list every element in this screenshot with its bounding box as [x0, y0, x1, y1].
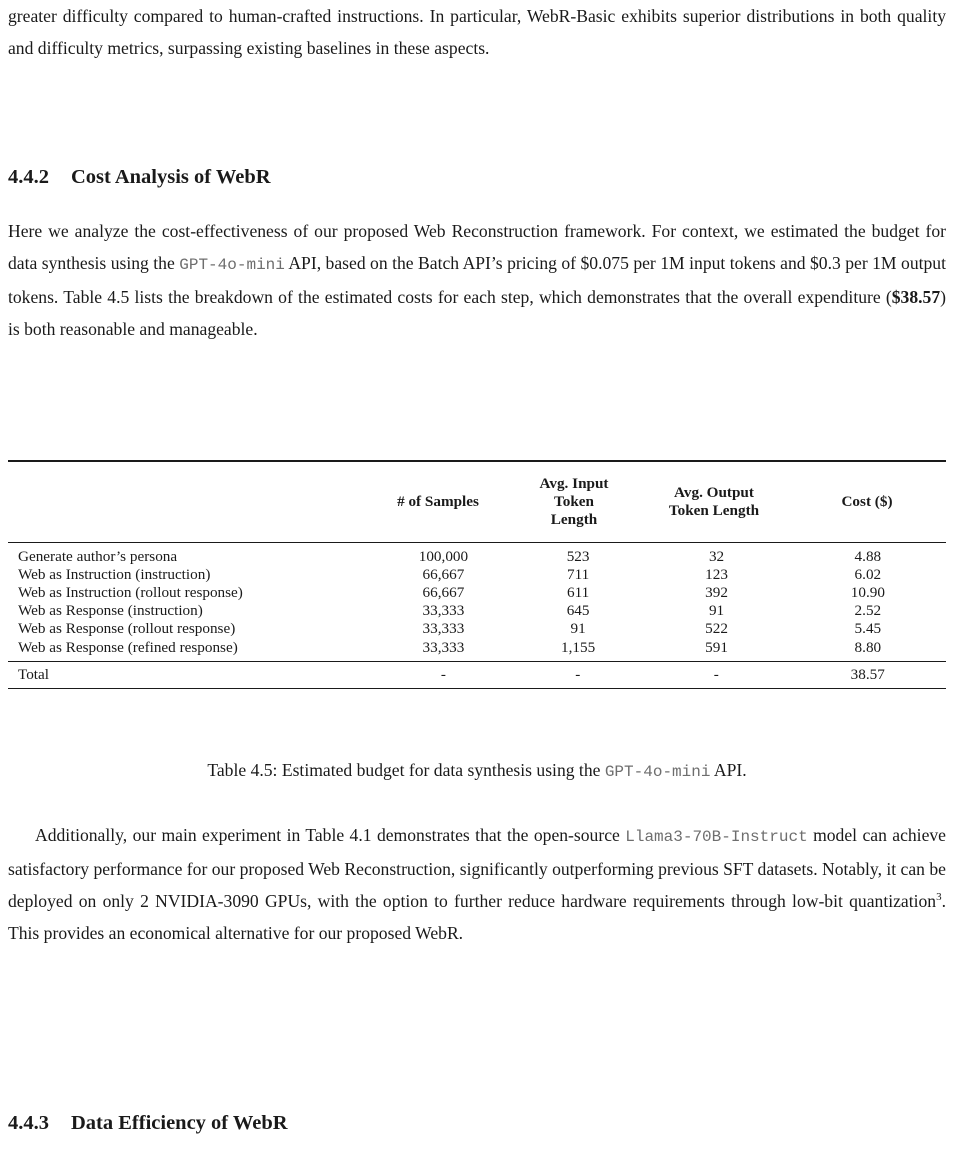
- cell-cost: 5.45: [854, 620, 882, 638]
- table-row: [8, 639, 946, 657]
- cost-text-2: API, based on the Batch API’s pricing of $0.075 per 1M input tokens and $0.3 per 1M output tokens. Table 4.5 lists the breakdown of the estimated costs for each step, which demonstrates that the overall expenditure (: [8, 253, 946, 307]
- total-cost: 38.57: [850, 665, 885, 683]
- caption-model-name: GPT-4o-mini: [604, 763, 711, 781]
- section-number: 4.4.2: [8, 166, 49, 188]
- cell-input: 1,155: [561, 638, 596, 656]
- header-cell: # of Samples: [397, 492, 479, 510]
- intro-paragraph: greater difficulty compared to human-crafted instructions. In particular, WebR-Basic exhibits superior distributions in both quality and difficulty metrics, surpassing existing baselines in these aspects.: [8, 6, 946, 58]
- cell-samples: 33,333: [422, 602, 465, 620]
- total-input: -: [575, 665, 581, 683]
- cost-table: [8, 460, 946, 689]
- cost-text-1: Here we analyze the cost-effectiveness of our proposed Web Reconstruction framework. For context, we estimated the budget for data synthesis using the: [8, 221, 946, 273]
- additional-paragraph: [8, 819, 946, 949]
- footnote-marker[interactable]: 3: [936, 891, 942, 904]
- cell-input: 645: [566, 602, 590, 620]
- cell-cost: 8.80: [854, 638, 882, 656]
- header-cell: Avg. Output Token Length: [668, 483, 760, 519]
- table-header-rule: [8, 542, 946, 543]
- section-title: Data Efficiency of WebR: [71, 1112, 288, 1134]
- table-caption: [8, 758, 946, 784]
- llama-model-name: Llama3-70B-Instruct: [625, 828, 808, 846]
- table-row: [8, 548, 946, 566]
- total-samples: -: [440, 665, 446, 683]
- table-row: [8, 620, 946, 638]
- total-output: -: [713, 665, 719, 683]
- cell-cost: 10.90: [850, 584, 885, 601]
- cell-output: 123: [705, 565, 728, 583]
- header-cell: Avg. Input Token Length: [539, 474, 609, 528]
- table-bottom-rule: [8, 688, 946, 690]
- row-label: Web as Response (instruction): [18, 602, 203, 620]
- cell-samples: 33,333: [422, 620, 465, 638]
- additional-text-2: model can achieve satisfactory performance for our proposed Web Reconstruction, significantly outperforming previous SFT datasets. Notably, it can be deployed on only 2 NVIDIA-3090 GPUs, with the option to further reduce hardware requirements through low-bit quantization: [8, 825, 946, 911]
- table-total-row: [8, 662, 946, 688]
- table-header-row: [8, 462, 946, 542]
- caption-text: Table 4.5: Estimated budget for data synthesis using the: [207, 760, 605, 780]
- cell-samples: 66,667: [422, 565, 465, 583]
- additional-text-1: Additionally, our main experiment in Table 4.1 demonstrates that the open-source: [35, 825, 626, 845]
- cell-cost: 6.02: [854, 565, 882, 583]
- cell-input: 523: [566, 547, 590, 565]
- section-heading-data-efficiency: [8, 1112, 288, 1135]
- additional-text-3: . This provides an economical alternative for our proposed WebR.: [8, 891, 946, 943]
- table-row: [8, 566, 946, 584]
- cell-samples: 66,667: [422, 584, 465, 601]
- cost-paragraph: [8, 215, 946, 345]
- total-label: Total: [18, 665, 49, 683]
- cell-input: 91: [570, 620, 586, 638]
- cell-output: 591: [705, 638, 728, 656]
- cell-input: 711: [566, 565, 590, 583]
- row-label: Web as Instruction (rollout response): [18, 584, 243, 601]
- row-label: Web as Response (refined response): [18, 638, 238, 656]
- cell-samples: 33,333: [422, 638, 465, 656]
- cell-output: 32: [708, 547, 725, 565]
- section-number: 4.4.3: [8, 1112, 49, 1134]
- cell-output: 392: [705, 584, 728, 601]
- table-row: [8, 602, 946, 620]
- cost-text-3: ) is both reasonable and manageable.: [8, 287, 946, 339]
- section-heading-cost-analysis: [8, 166, 271, 189]
- cell-output: 522: [705, 620, 728, 638]
- total-cost-bold: $38.57: [891, 287, 941, 307]
- caption-text-end: API.: [710, 760, 747, 780]
- table-row: [8, 584, 946, 602]
- cell-cost: 2.52: [854, 602, 882, 620]
- model-name: GPT-4o-mini: [179, 256, 285, 274]
- cell-cost: 4.88: [854, 547, 882, 565]
- section-title: Cost Analysis of WebR: [71, 166, 271, 188]
- cell-samples: 100,000: [418, 547, 469, 565]
- row-label: Web as Instruction (instruction): [18, 565, 211, 583]
- cell-output: 91: [708, 602, 725, 620]
- cell-input: 611: [566, 584, 590, 601]
- row-label: Generate author’s persona: [18, 547, 178, 565]
- header-cell: Cost ($): [841, 492, 893, 510]
- row-label: Web as Response (rollout response): [18, 620, 236, 638]
- header-cell: [8, 462, 368, 542]
